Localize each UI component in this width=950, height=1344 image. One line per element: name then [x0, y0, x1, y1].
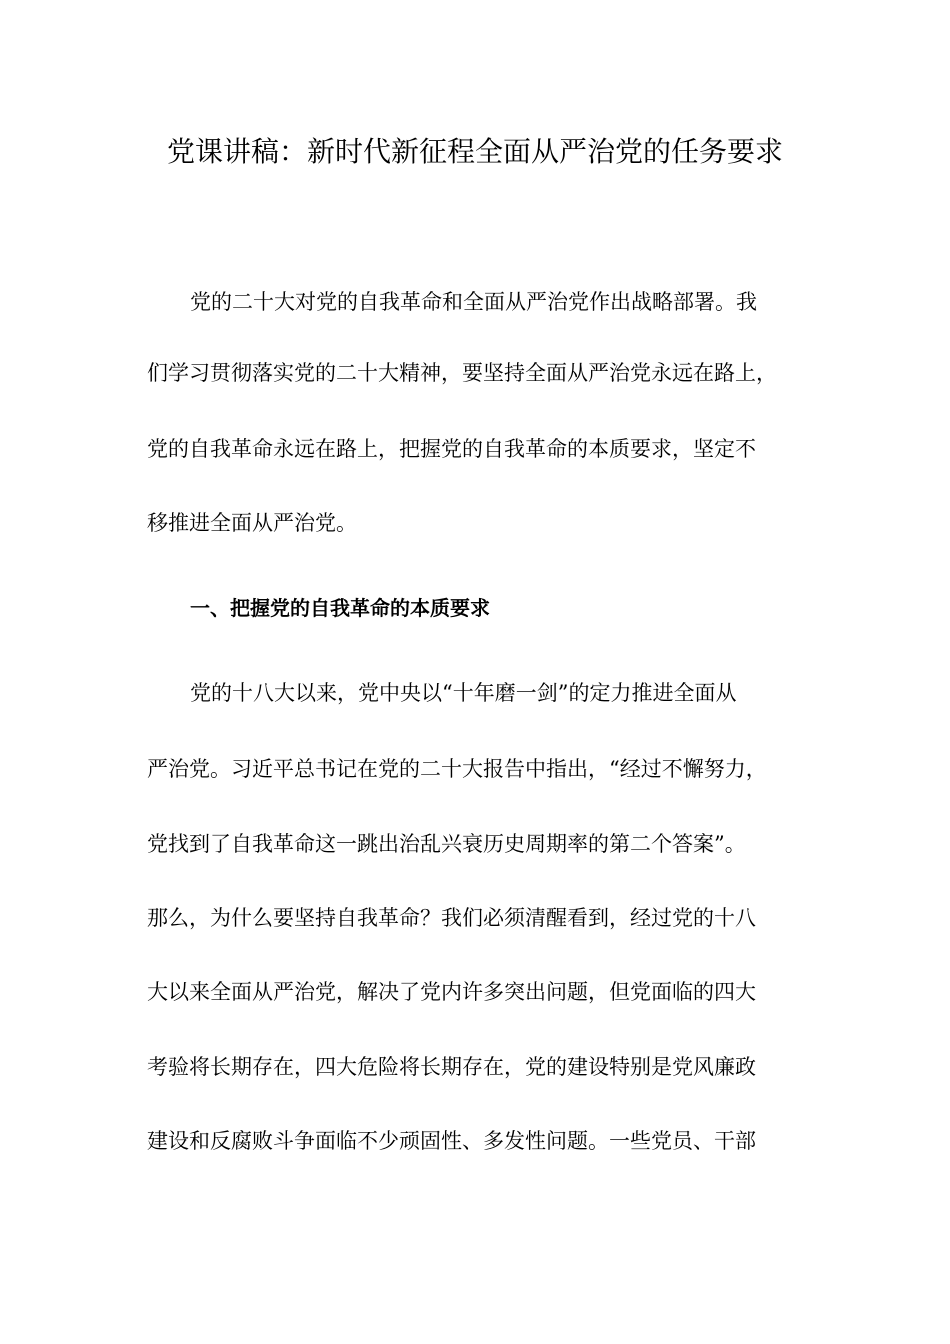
section-heading-text: 一、把握党的自我革命的本质要求 — [190, 596, 490, 620]
paragraph-line-text: 移推进全面从严治党。 — [147, 511, 357, 535]
document-title: 党课讲稿：新时代新征程全面从严治党的任务要求 — [166, 135, 783, 168]
paragraph-2-line-2 — [0, 749, 950, 789]
paragraph-1-line-3 — [0, 429, 950, 469]
section-1-heading — [0, 588, 950, 628]
paragraph-2-line-6 — [0, 1047, 950, 1087]
paragraph-2-line-4 — [0, 898, 950, 938]
paragraph-line-text: 那么，为什么要坚持自我革命？我们必须清醒看到，经过党的十八 — [147, 906, 756, 930]
paragraph-1-line-4 — [0, 503, 950, 543]
paragraph-line-text: 党找到了自我革命这一跳出治乱兴衰历史周期率的第二个答案”。 — [147, 832, 746, 856]
paragraph-2-line-7 — [0, 1121, 950, 1161]
paragraph-line-text: 建设和反腐败斗争面临不少顽固性、多发性问题。一些党员、干部 — [147, 1129, 756, 1153]
paragraph-line-text: 严治党。习近平总书记在党的二十大报告中指出，“经过不懈努力， — [147, 757, 767, 781]
paragraph-line-text: 党的自我革命永远在路上，把握党的自我革命的本质要求，坚定不 — [147, 437, 756, 461]
paragraph-1-line-2 — [0, 353, 950, 393]
paragraph-line-text: 大以来全面从严治党，解决了党内许多突出问题，但党面临的四大 — [147, 980, 756, 1004]
paragraph-2-line-3 — [0, 824, 950, 864]
paragraph-line-text: 党的十八大以来，党中央以“十年磨一剑”的定力推进全面从 — [190, 681, 737, 705]
paragraph-1-line-1 — [0, 282, 950, 322]
paragraph-2-line-5 — [0, 972, 950, 1012]
paragraph-2-line-1 — [0, 673, 950, 713]
paragraph-line-text: 们学习贯彻落实党的二十大精神，要坚持全面从严治党永远在路上， — [147, 361, 777, 385]
paragraph-line-text: 考验将长期存在，四大危险将长期存在，党的建设特别是党风廉政 — [147, 1055, 756, 1079]
paragraph-line-text: 党的二十大对党的自我革命和全面从严治党作出战略部署。我 — [190, 290, 757, 314]
